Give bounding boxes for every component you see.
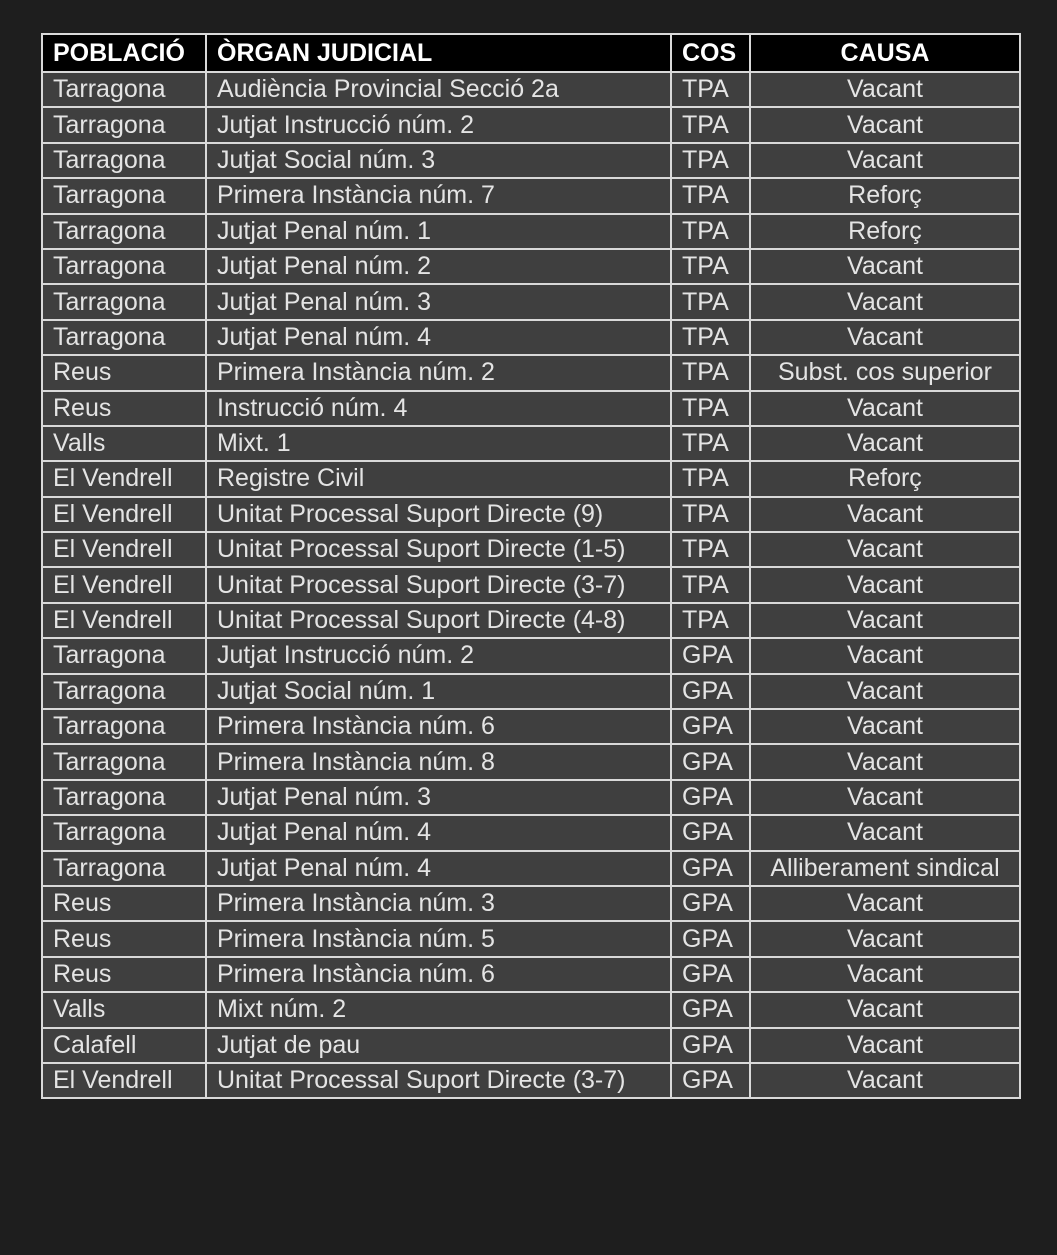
cell-causa: Vacant	[750, 143, 1020, 178]
cell-cos: TPA	[671, 143, 750, 178]
table-row	[42, 284, 1020, 319]
cell-poblacio: Tarragona	[42, 214, 206, 249]
table-row	[42, 391, 1020, 426]
cell-cos: GPA	[671, 1063, 750, 1098]
table-row	[42, 143, 1020, 178]
cell-poblacio: Reus	[42, 957, 206, 992]
cell-causa: Vacant	[750, 567, 1020, 602]
cell-organ-judicial: Registre Civil	[206, 461, 671, 496]
cell-poblacio: Reus	[42, 921, 206, 956]
table-row	[42, 957, 1020, 992]
table-row	[42, 426, 1020, 461]
cell-organ-judicial: Jutjat Penal núm. 2	[206, 249, 671, 284]
cell-organ-judicial: Unitat Processal Suport Directe (9)	[206, 497, 671, 532]
cell-causa: Reforç	[750, 178, 1020, 213]
cell-poblacio: Tarragona	[42, 851, 206, 886]
table-row	[42, 921, 1020, 956]
cell-poblacio: El Vendrell	[42, 497, 206, 532]
table-row	[42, 638, 1020, 673]
cell-causa: Vacant	[750, 780, 1020, 815]
cell-organ-judicial: Mixt. 1	[206, 426, 671, 461]
cell-organ-judicial: Unitat Processal Suport Directe (4-8)	[206, 603, 671, 638]
cell-poblacio: Tarragona	[42, 178, 206, 213]
cell-causa: Vacant	[750, 603, 1020, 638]
cell-cos: GPA	[671, 744, 750, 779]
cell-cos: GPA	[671, 780, 750, 815]
table-row	[42, 709, 1020, 744]
table-row	[42, 72, 1020, 107]
cell-cos: TPA	[671, 567, 750, 602]
table-row	[42, 603, 1020, 638]
cell-causa: Vacant	[750, 744, 1020, 779]
cell-cos: TPA	[671, 320, 750, 355]
cell-cos: TPA	[671, 284, 750, 319]
table-row	[42, 851, 1020, 886]
table-row	[42, 1063, 1020, 1098]
table-row	[42, 107, 1020, 142]
cell-cos: TPA	[671, 178, 750, 213]
cell-causa: Vacant	[750, 1028, 1020, 1063]
cell-cos: TPA	[671, 249, 750, 284]
cell-poblacio: Tarragona	[42, 674, 206, 709]
cell-organ-judicial: Jutjat Penal núm. 4	[206, 851, 671, 886]
cell-cos: TPA	[671, 532, 750, 567]
cell-poblacio: Tarragona	[42, 744, 206, 779]
cell-cos: GPA	[671, 709, 750, 744]
vacancies-table	[41, 33, 1021, 1099]
table-row	[42, 886, 1020, 921]
cell-cos: GPA	[671, 957, 750, 992]
cell-cos: TPA	[671, 426, 750, 461]
cell-causa: Vacant	[750, 674, 1020, 709]
cell-poblacio: Reus	[42, 355, 206, 390]
cell-causa: Vacant	[750, 532, 1020, 567]
cell-poblacio: Tarragona	[42, 143, 206, 178]
cell-causa: Vacant	[750, 320, 1020, 355]
cell-organ-judicial: Primera Instància núm. 6	[206, 957, 671, 992]
cell-causa: Alliberament sindical	[750, 851, 1020, 886]
cell-causa: Vacant	[750, 497, 1020, 532]
cell-causa: Vacant	[750, 1063, 1020, 1098]
cell-organ-judicial: Primera Instància núm. 3	[206, 886, 671, 921]
cell-cos: GPA	[671, 815, 750, 850]
cell-poblacio: El Vendrell	[42, 603, 206, 638]
table-row	[42, 815, 1020, 850]
cell-cos: GPA	[671, 638, 750, 673]
cell-causa: Vacant	[750, 638, 1020, 673]
cell-poblacio: Tarragona	[42, 780, 206, 815]
cell-cos: GPA	[671, 886, 750, 921]
cell-causa: Vacant	[750, 284, 1020, 319]
cell-causa: Vacant	[750, 391, 1020, 426]
cell-poblacio: Valls	[42, 992, 206, 1027]
table-row	[42, 178, 1020, 213]
table-row	[42, 249, 1020, 284]
cell-organ-judicial: Primera Instància núm. 7	[206, 178, 671, 213]
cell-organ-judicial: Unitat Processal Suport Directe (3-7)	[206, 1063, 671, 1098]
table-header	[42, 34, 1020, 72]
cell-organ-judicial: Jutjat Penal núm. 1	[206, 214, 671, 249]
cell-organ-judicial: Mixt núm. 2	[206, 992, 671, 1027]
cell-poblacio: Tarragona	[42, 72, 206, 107]
header-cos: COS	[671, 34, 750, 72]
cell-poblacio: Tarragona	[42, 320, 206, 355]
cell-cos: TPA	[671, 107, 750, 142]
cell-organ-judicial: Primera Instància núm. 8	[206, 744, 671, 779]
cell-causa: Subst. cos superior	[750, 355, 1020, 390]
cell-organ-judicial: Jutjat Social núm. 1	[206, 674, 671, 709]
cell-poblacio: Tarragona	[42, 709, 206, 744]
cell-cos: GPA	[671, 674, 750, 709]
cell-organ-judicial: Primera Instància núm. 2	[206, 355, 671, 390]
cell-poblacio: El Vendrell	[42, 567, 206, 602]
table-row	[42, 214, 1020, 249]
table-body	[42, 72, 1020, 1098]
cell-causa: Vacant	[750, 72, 1020, 107]
cell-causa: Vacant	[750, 921, 1020, 956]
cell-organ-judicial: Jutjat Penal núm. 3	[206, 284, 671, 319]
cell-poblacio: Tarragona	[42, 815, 206, 850]
table-row	[42, 497, 1020, 532]
cell-organ-judicial: Primera Instància núm. 6	[206, 709, 671, 744]
cell-poblacio: Reus	[42, 391, 206, 426]
cell-organ-judicial: Jutjat de pau	[206, 1028, 671, 1063]
cell-organ-judicial: Unitat Processal Suport Directe (3-7)	[206, 567, 671, 602]
cell-cos: TPA	[671, 391, 750, 426]
table-row	[42, 1028, 1020, 1063]
cell-cos: GPA	[671, 921, 750, 956]
cell-poblacio: Tarragona	[42, 638, 206, 673]
cell-causa: Vacant	[750, 426, 1020, 461]
cell-organ-judicial: Jutjat Instrucció núm. 2	[206, 107, 671, 142]
cell-causa: Reforç	[750, 214, 1020, 249]
table-row	[42, 532, 1020, 567]
cell-organ-judicial: Jutjat Penal núm. 3	[206, 780, 671, 815]
header-organ-judicial: ÒRGAN JUDICIAL	[206, 34, 671, 72]
cell-organ-judicial: Jutjat Instrucció núm. 2	[206, 638, 671, 673]
table-row	[42, 355, 1020, 390]
cell-causa: Vacant	[750, 815, 1020, 850]
cell-causa: Vacant	[750, 886, 1020, 921]
cell-poblacio: El Vendrell	[42, 461, 206, 496]
header-causa: CAUSA	[750, 34, 1020, 72]
cell-causa: Vacant	[750, 709, 1020, 744]
cell-organ-judicial: Instrucció núm. 4	[206, 391, 671, 426]
cell-poblacio: Tarragona	[42, 107, 206, 142]
cell-cos: TPA	[671, 603, 750, 638]
cell-cos: GPA	[671, 1028, 750, 1063]
table-row	[42, 567, 1020, 602]
cell-causa: Vacant	[750, 249, 1020, 284]
cell-poblacio: Tarragona	[42, 284, 206, 319]
cell-organ-judicial: Unitat Processal Suport Directe (1-5)	[206, 532, 671, 567]
cell-cos: TPA	[671, 214, 750, 249]
table-row	[42, 674, 1020, 709]
cell-cos: TPA	[671, 355, 750, 390]
cell-poblacio: Reus	[42, 886, 206, 921]
table-row	[42, 744, 1020, 779]
cell-organ-judicial: Jutjat Penal núm. 4	[206, 320, 671, 355]
cell-cos: TPA	[671, 72, 750, 107]
cell-poblacio: Valls	[42, 426, 206, 461]
cell-cos: TPA	[671, 461, 750, 496]
table-row	[42, 461, 1020, 496]
header-poblacio: POBLACIÓ	[42, 34, 206, 72]
cell-poblacio: Tarragona	[42, 249, 206, 284]
cell-causa: Vacant	[750, 957, 1020, 992]
cell-cos: GPA	[671, 851, 750, 886]
table-row	[42, 320, 1020, 355]
cell-causa: Reforç	[750, 461, 1020, 496]
table-row	[42, 992, 1020, 1027]
cell-organ-judicial: Jutjat Social núm. 3	[206, 143, 671, 178]
cell-cos: TPA	[671, 497, 750, 532]
cell-poblacio: Calafell	[42, 1028, 206, 1063]
header-row	[42, 34, 1020, 72]
cell-poblacio: El Vendrell	[42, 532, 206, 567]
cell-cos: GPA	[671, 992, 750, 1027]
cell-organ-judicial: Jutjat Penal núm. 4	[206, 815, 671, 850]
cell-organ-judicial: Audiència Provincial Secció 2a	[206, 72, 671, 107]
cell-organ-judicial: Primera Instància núm. 5	[206, 921, 671, 956]
table-row	[42, 780, 1020, 815]
vacancies-table-container	[41, 33, 1021, 1099]
cell-causa: Vacant	[750, 107, 1020, 142]
cell-poblacio: El Vendrell	[42, 1063, 206, 1098]
cell-causa: Vacant	[750, 992, 1020, 1027]
